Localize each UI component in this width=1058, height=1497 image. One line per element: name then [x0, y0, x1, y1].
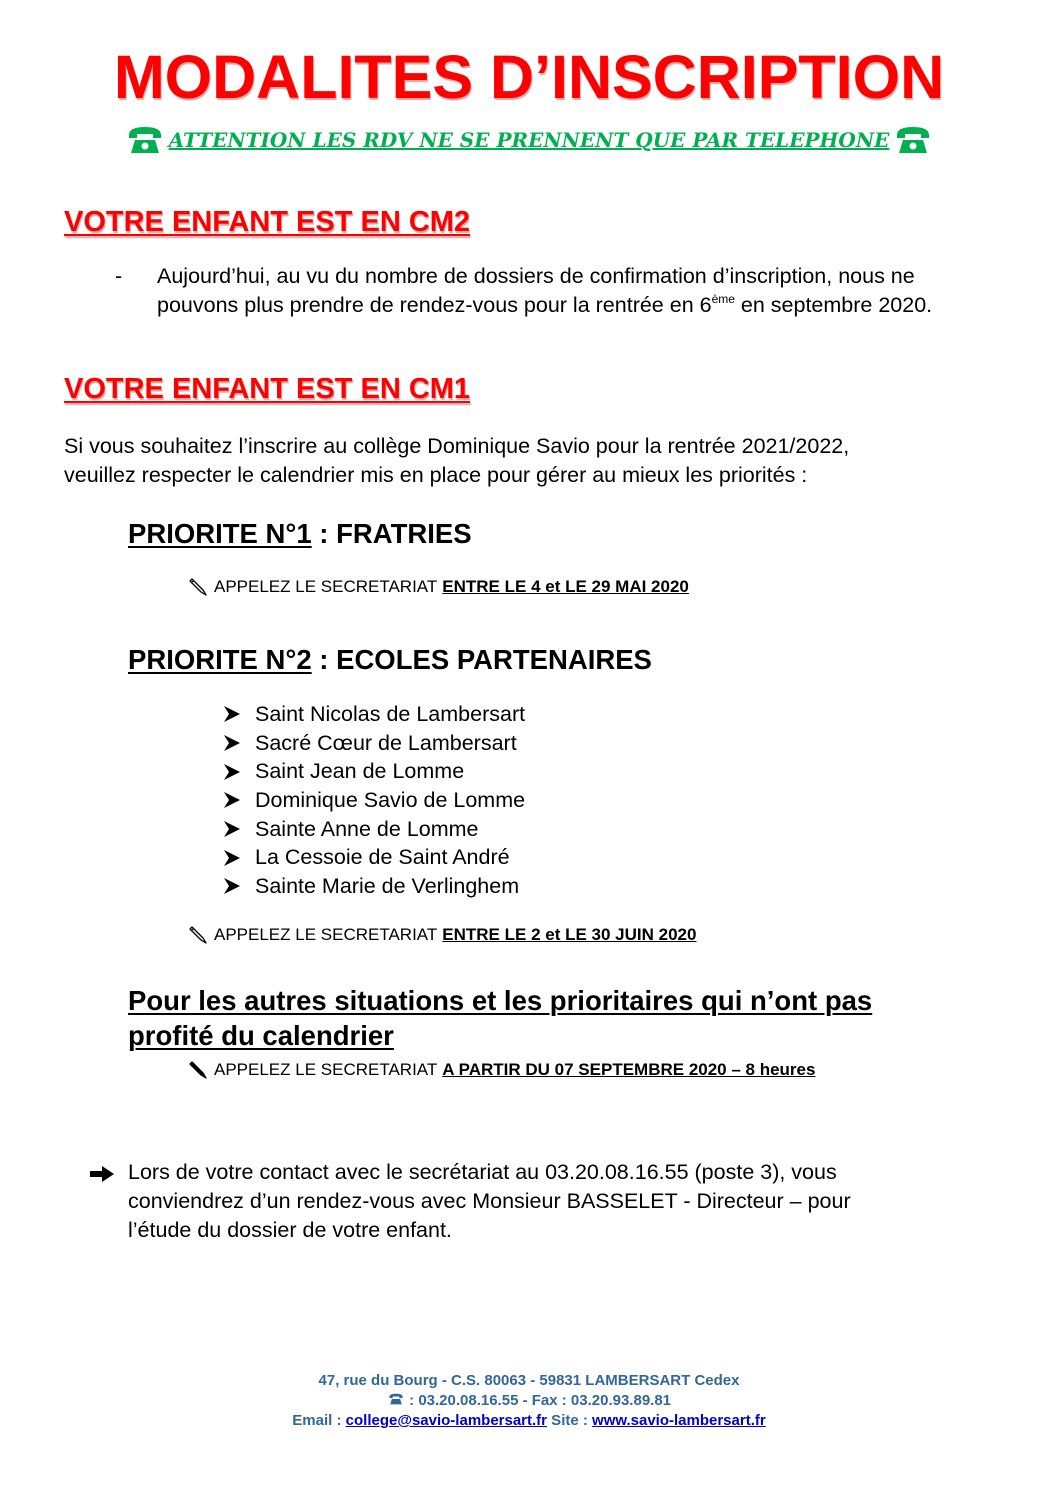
cm1-intro-line1: Si vous souhaitez l’inscrire au collège Dominique Savio pour la rentrée 2021/2022, — [64, 434, 850, 458]
arrow-bullet-icon — [222, 733, 242, 753]
priority2-rest: : ECOLES PARTENAIRES — [311, 644, 652, 675]
school-name: Saint Nicolas de Lambersart — [255, 701, 526, 726]
footer-address: 47, rue du Bourg - C.S. 80063 - 59831 LAMBERSART Cedex — [318, 1372, 740, 1389]
contact-line1: Lors de votre contact avec le secrétariat au 03.20.08.16.55 (poste 3), vous — [128, 1160, 837, 1184]
arrow-bullet-icon — [222, 762, 242, 782]
right-arrow-icon — [88, 1158, 128, 1245]
priority1-call-date: ENTRE LE 4 et LE 29 MAI 2020 — [442, 577, 689, 596]
priority1-rest: : FRATRIES — [311, 518, 472, 549]
pencil-icon — [188, 576, 210, 598]
footer-phone-line — [0, 1391, 1058, 1411]
phone-icon — [387, 1392, 405, 1406]
cm2-text-part1: Aujourd’hui, au vu du nombre de dossiers de confirmation d’inscription, nous ne pouvons plus prendre de rendez-vous pour la rentrée en 6 — [157, 264, 915, 317]
school-name: Sainte Marie de Verlinghem — [255, 873, 520, 898]
priority2-call-date: ENTRE LE 2 et LE 30 JUIN 2020 — [442, 925, 697, 944]
school-name: Sacré Cœur de Lambersart — [255, 730, 517, 755]
list-item — [222, 757, 525, 786]
arrow-bullet-icon — [222, 848, 242, 868]
priority2-heading — [128, 644, 652, 676]
others-call-text: APPELEZ LE SECRETARIAT — [214, 1060, 438, 1079]
website-link[interactable]: www.savio-lambersart.fr — [592, 1412, 766, 1429]
footer-site-label: Site : — [547, 1412, 593, 1429]
list-item — [222, 700, 525, 729]
cm2-text-part2: en septembre 2020. — [734, 293, 933, 317]
list-item — [222, 843, 525, 872]
cm1-heading: VOTRE ENFANT EST EN CM1 — [64, 373, 471, 405]
priority2-call — [188, 924, 696, 946]
email-link[interactable]: college@savio-lambersart.fr — [345, 1412, 548, 1429]
cm2-text — [157, 262, 967, 320]
page-title: MODALITES D’INSCRIPTION — [113, 43, 945, 111]
others-heading — [128, 983, 1028, 1053]
list-item — [222, 872, 525, 901]
school-name: La Cessoie de Saint André — [255, 845, 510, 870]
others-line2: profité du calendrier — [128, 1020, 394, 1051]
priority2-call-text: APPELEZ LE SECRETARIAT — [214, 925, 438, 944]
others-call-date: A PARTIR DU 07 SEPTEMBRE 2020 – 8 heures — [442, 1060, 816, 1079]
others-line1: Pour les autres situations et les prioritaires qui n’ont pas — [128, 985, 873, 1016]
footer-phone-fax: : 03.20.08.16.55 - Fax : 03.20.93.89.81 — [409, 1392, 672, 1409]
list-item — [222, 786, 525, 815]
cm2-sup: ème — [711, 292, 735, 306]
attention-banner — [86, 120, 972, 160]
cm2-list-item — [115, 262, 975, 320]
contact-line2: conviendrez d’un rendez-vous avec Monsieur BASSELET - Directeur – pour — [128, 1189, 851, 1213]
cm2-heading: VOTRE ENFANT EST EN CM2 — [64, 206, 471, 238]
footer — [0, 1371, 1058, 1431]
contact-paragraph — [88, 1158, 988, 1245]
footer-email-site — [0, 1411, 1058, 1431]
contact-text — [128, 1158, 851, 1245]
priority1-heading — [128, 518, 472, 550]
priority2-label: PRIORITE N°2 — [128, 644, 312, 675]
arrow-bullet-icon — [222, 790, 242, 810]
priority1-call — [188, 576, 689, 598]
footer-email-label: Email : — [292, 1412, 346, 1429]
list-item — [222, 815, 525, 844]
phone-icon — [893, 123, 933, 157]
cm1-intro-line2: veuillez respecter le calendrier mis en place pour gérer au mieux les priorités : — [64, 463, 808, 487]
pencil-icon — [188, 924, 210, 946]
arrow-bullet-icon — [222, 819, 242, 839]
cm1-intro — [64, 432, 994, 490]
school-name: Saint Jean de Lomme — [255, 759, 465, 784]
arrow-bullet-icon — [222, 704, 242, 724]
dash-bullet: - — [115, 264, 123, 288]
phone-icon — [125, 123, 165, 157]
attention-text: ATTENTION LES RDV NE SE PRENNENT QUE PAR TELEPHONE — [168, 128, 890, 152]
arrow-bullet-icon — [222, 876, 242, 896]
others-call — [188, 1059, 815, 1081]
list-item — [222, 729, 525, 758]
priority1-call-text: APPELEZ LE SECRETARIAT — [214, 577, 438, 596]
contact-line3: l’étude du dossier de votre enfant. — [128, 1218, 452, 1242]
school-name: Sainte Anne de Lomme — [255, 816, 479, 841]
school-name: Dominique Savio de Lomme — [255, 787, 526, 812]
school-list — [222, 700, 525, 901]
pencil-icon — [188, 1059, 210, 1081]
priority1-label: PRIORITE N°1 — [128, 518, 312, 549]
